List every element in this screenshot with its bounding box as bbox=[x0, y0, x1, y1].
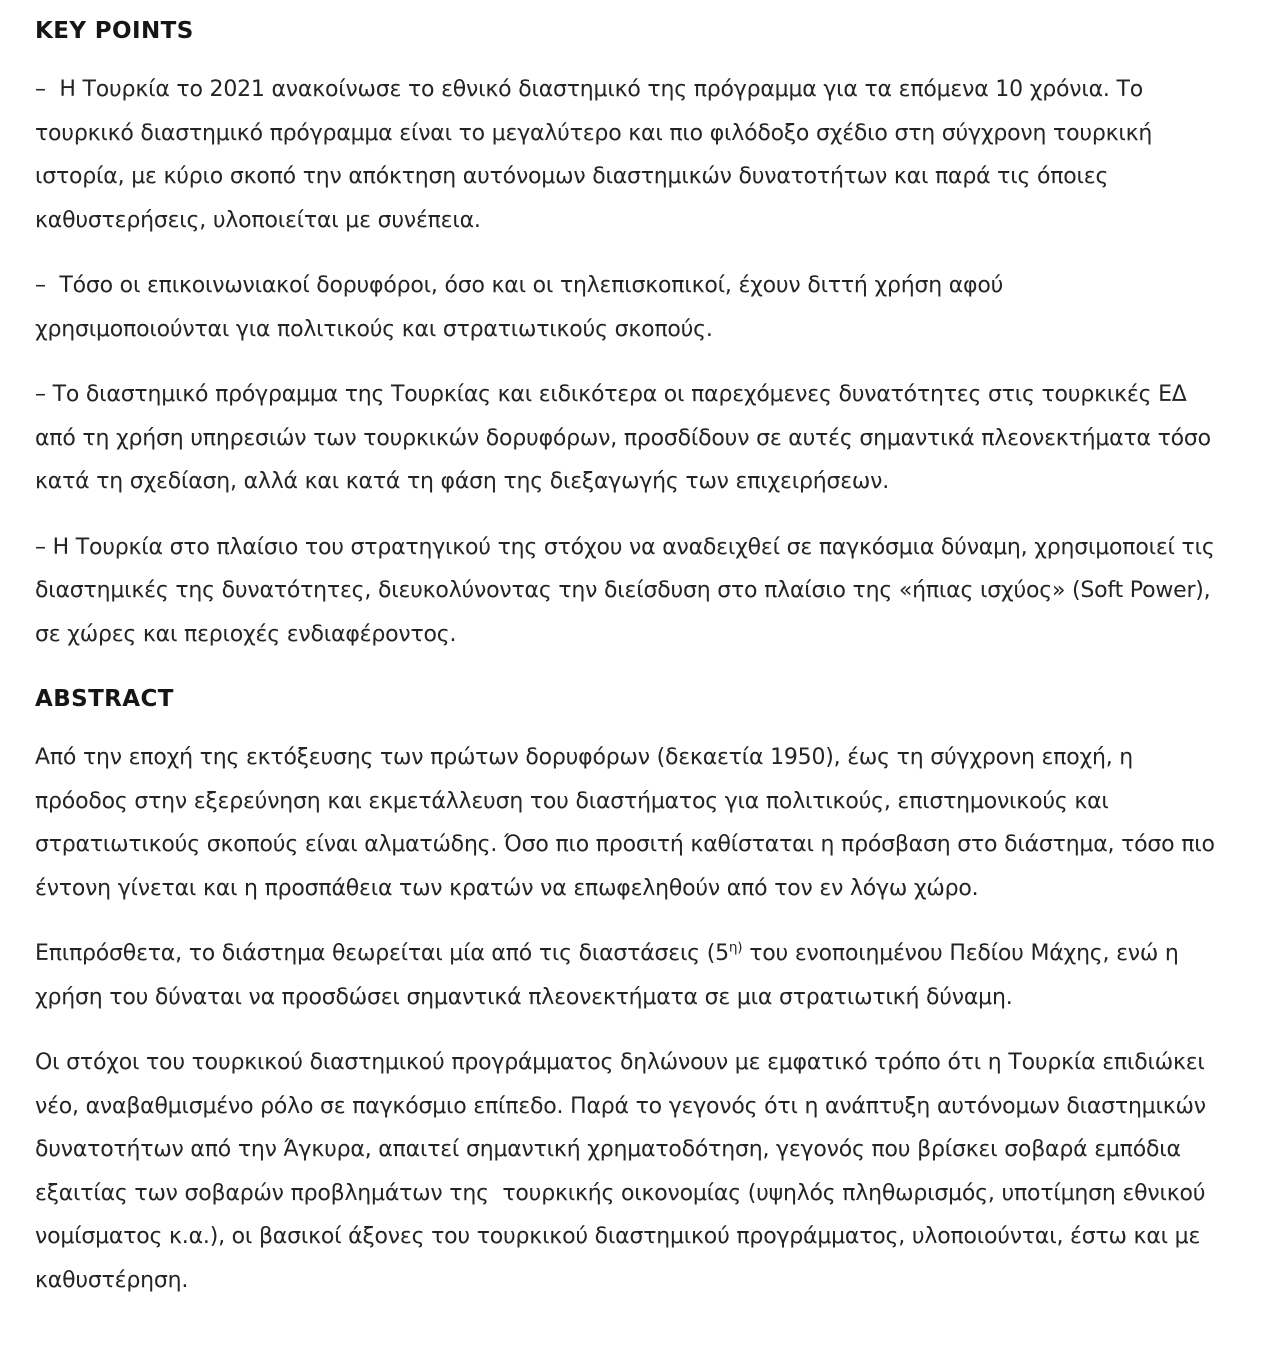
text-segment: διαστημικές της δυνατότητες, διευκολύνοντας την διείσδυση στο πλαίσιο της «ήπιας ισχύος» (Soft Power), bbox=[35, 578, 1211, 603]
text-line bbox=[35, 1215, 1250, 1259]
text-segment: Επιπρόσθετα, το διάστημα θεωρείται μία από τις διαστάσεις (5 bbox=[35, 941, 729, 966]
text-segment: νομίσματος κ.α.), οι βασικοί άξονες του τουρκικού διαστημικού προγράμματος, υλοποιούνται, έστω και με bbox=[35, 1224, 1201, 1249]
text-segment: – Η Τουρκία στο πλαίσιο του στρατηγικού της στόχου να αναδειχθεί σε παγκόσμια δύναμη, χρησιμοποιεί τις bbox=[35, 534, 1215, 560]
text-line bbox=[35, 976, 1250, 1020]
text-line bbox=[35, 780, 1250, 824]
abstract-paragraph-2 bbox=[35, 932, 1250, 1019]
text-line bbox=[35, 112, 1250, 156]
text-segment: από τη χρήση υπηρεσιών των τουρκικών δορυφόρων, προσδίδουν σε αυτές σημαντικά πλεονεκτήματα τόσο bbox=[35, 425, 1211, 451]
text-line bbox=[35, 417, 1250, 461]
text-line bbox=[35, 613, 1250, 657]
text-line bbox=[35, 932, 1250, 976]
text-line bbox=[35, 308, 1250, 352]
text-segment: εξαιτίας των σοβαρών προβλημάτων της τουρκικής οικονομίας (υψηλός πληθωρισμός, υποτίμηση εθνικού bbox=[35, 1180, 1206, 1206]
text-segment: τουρκικό διαστημικό πρόγραμμα είναι το μεγαλύτερο και πιο φιλόδοξο σχέδιο στη σύγχρονη τουρκική bbox=[35, 120, 1153, 146]
abstract-paragraph-3 bbox=[35, 1041, 1250, 1302]
text-line bbox=[35, 823, 1250, 867]
text-segment: στρατιωτικούς σκοπούς είναι αλματώδης. Όσο πιο προσιτή καθίσταται η πρόσβαση στο διάστημα, τόσο πιο bbox=[35, 832, 1215, 857]
text-line bbox=[35, 155, 1250, 199]
text-segment: κατά τη σχεδίαση, αλλά και κατά τη φάση της διεξαγωγής των επιχειρήσεων. bbox=[35, 469, 890, 494]
text-segment: νέο, αναβαθμισμένο ρόλο σε παγκόσμιο επίπεδο. Παρά το γεγονός ότι η ανάπτυξη αυτόνομων διαστημικών bbox=[35, 1093, 1206, 1119]
text-line bbox=[35, 373, 1250, 417]
key-point-4 bbox=[35, 526, 1250, 657]
superscript-note: η) bbox=[728, 939, 743, 956]
key-points-heading: KEY POINTS bbox=[35, 18, 194, 44]
key-point-2 bbox=[35, 264, 1250, 351]
text-segment: καθυστέρηση. bbox=[35, 1267, 189, 1293]
text-segment: – Το διαστημικό πρόγραμμα της Τουρκίας και ειδικότερα οι παρεχόμενες δυνατότητες στις τουρκικές ΕΔ bbox=[35, 382, 1187, 407]
text-segment: του ενοποιημένου Πεδίου Μάχης, ενώ η bbox=[742, 941, 1179, 966]
text-line bbox=[35, 736, 1250, 780]
key-point-3 bbox=[35, 373, 1250, 504]
text-segment: χρησιμοποιούνται για πολιτικούς και στρατιωτικούς σκοπούς. bbox=[35, 316, 713, 342]
text-segment: καθυστερήσεις, υλοποιείται με συνέπεια. bbox=[35, 207, 481, 233]
text-segment: πρόοδος στην εξερεύνηση και εκμετάλλευση του διαστήματος για πολιτικούς, επιστημονικούς και bbox=[35, 788, 1109, 814]
text-line bbox=[35, 1128, 1250, 1172]
text-line bbox=[35, 1259, 1250, 1303]
text-line bbox=[35, 68, 1250, 112]
text-line bbox=[35, 1172, 1250, 1216]
text-segment: χρήση του δύναται να προσδώσει σημαντικά πλεονεκτήματα σε μια στρατιωτική δύναμη. bbox=[35, 984, 1013, 1010]
text-segment: σε χώρες και περιοχές ενδιαφέροντος. bbox=[35, 621, 457, 647]
text-line bbox=[35, 1041, 1250, 1085]
key-point-1 bbox=[35, 68, 1250, 242]
text-segment: ιστορία, με κύριο σκοπό την απόκτηση αυτόνομων διαστημικών δυνατοτήτων και παρά τις όποιες bbox=[35, 164, 1109, 189]
abstract-heading: ABSTRACT bbox=[35, 686, 174, 712]
text-line bbox=[35, 1085, 1250, 1129]
text-line bbox=[35, 526, 1250, 570]
text-line bbox=[35, 264, 1250, 308]
text-segment: – Τόσο οι επικοινωνιακοί δορυφόροι, όσο και οι τηλεπισκοπικοί, έχουν διττή χρήση αφού bbox=[35, 273, 1004, 298]
text-line bbox=[35, 460, 1250, 504]
text-segment: Οι στόχοι του τουρκικού διαστημικού προγράμματος δηλώνουν με εμφατικό τρόπο ότι η Τουρκία επιδιώκει bbox=[35, 1050, 1205, 1075]
text-line bbox=[35, 199, 1250, 243]
text-segment: έντονη γίνεται και η προσπάθεια των κρατών να επωφεληθούν από τον εν λόγω χώρο. bbox=[35, 875, 979, 901]
text-line bbox=[35, 569, 1250, 613]
text-segment: Από την εποχή της εκτόξευσης των πρώτων δορυφόρων (δεκαετία 1950), έως τη σύγχρονη εποχή, η bbox=[35, 745, 1134, 770]
abstract-paragraph-1 bbox=[35, 736, 1250, 910]
text-segment: δυνατοτήτων από την Άγκυρα, απαιτεί σημαντική χρηματοδότηση, γεγονός που βρίσκει σοβαρά εμπόδια bbox=[35, 1137, 1181, 1162]
text-segment: – Η Τουρκία το 2021 ανακοίνωσε το εθνικό διαστημικό της πρόγραμμα για τα επόμενα 10 χρόνια. Το bbox=[35, 77, 1143, 102]
text-line bbox=[35, 867, 1250, 911]
